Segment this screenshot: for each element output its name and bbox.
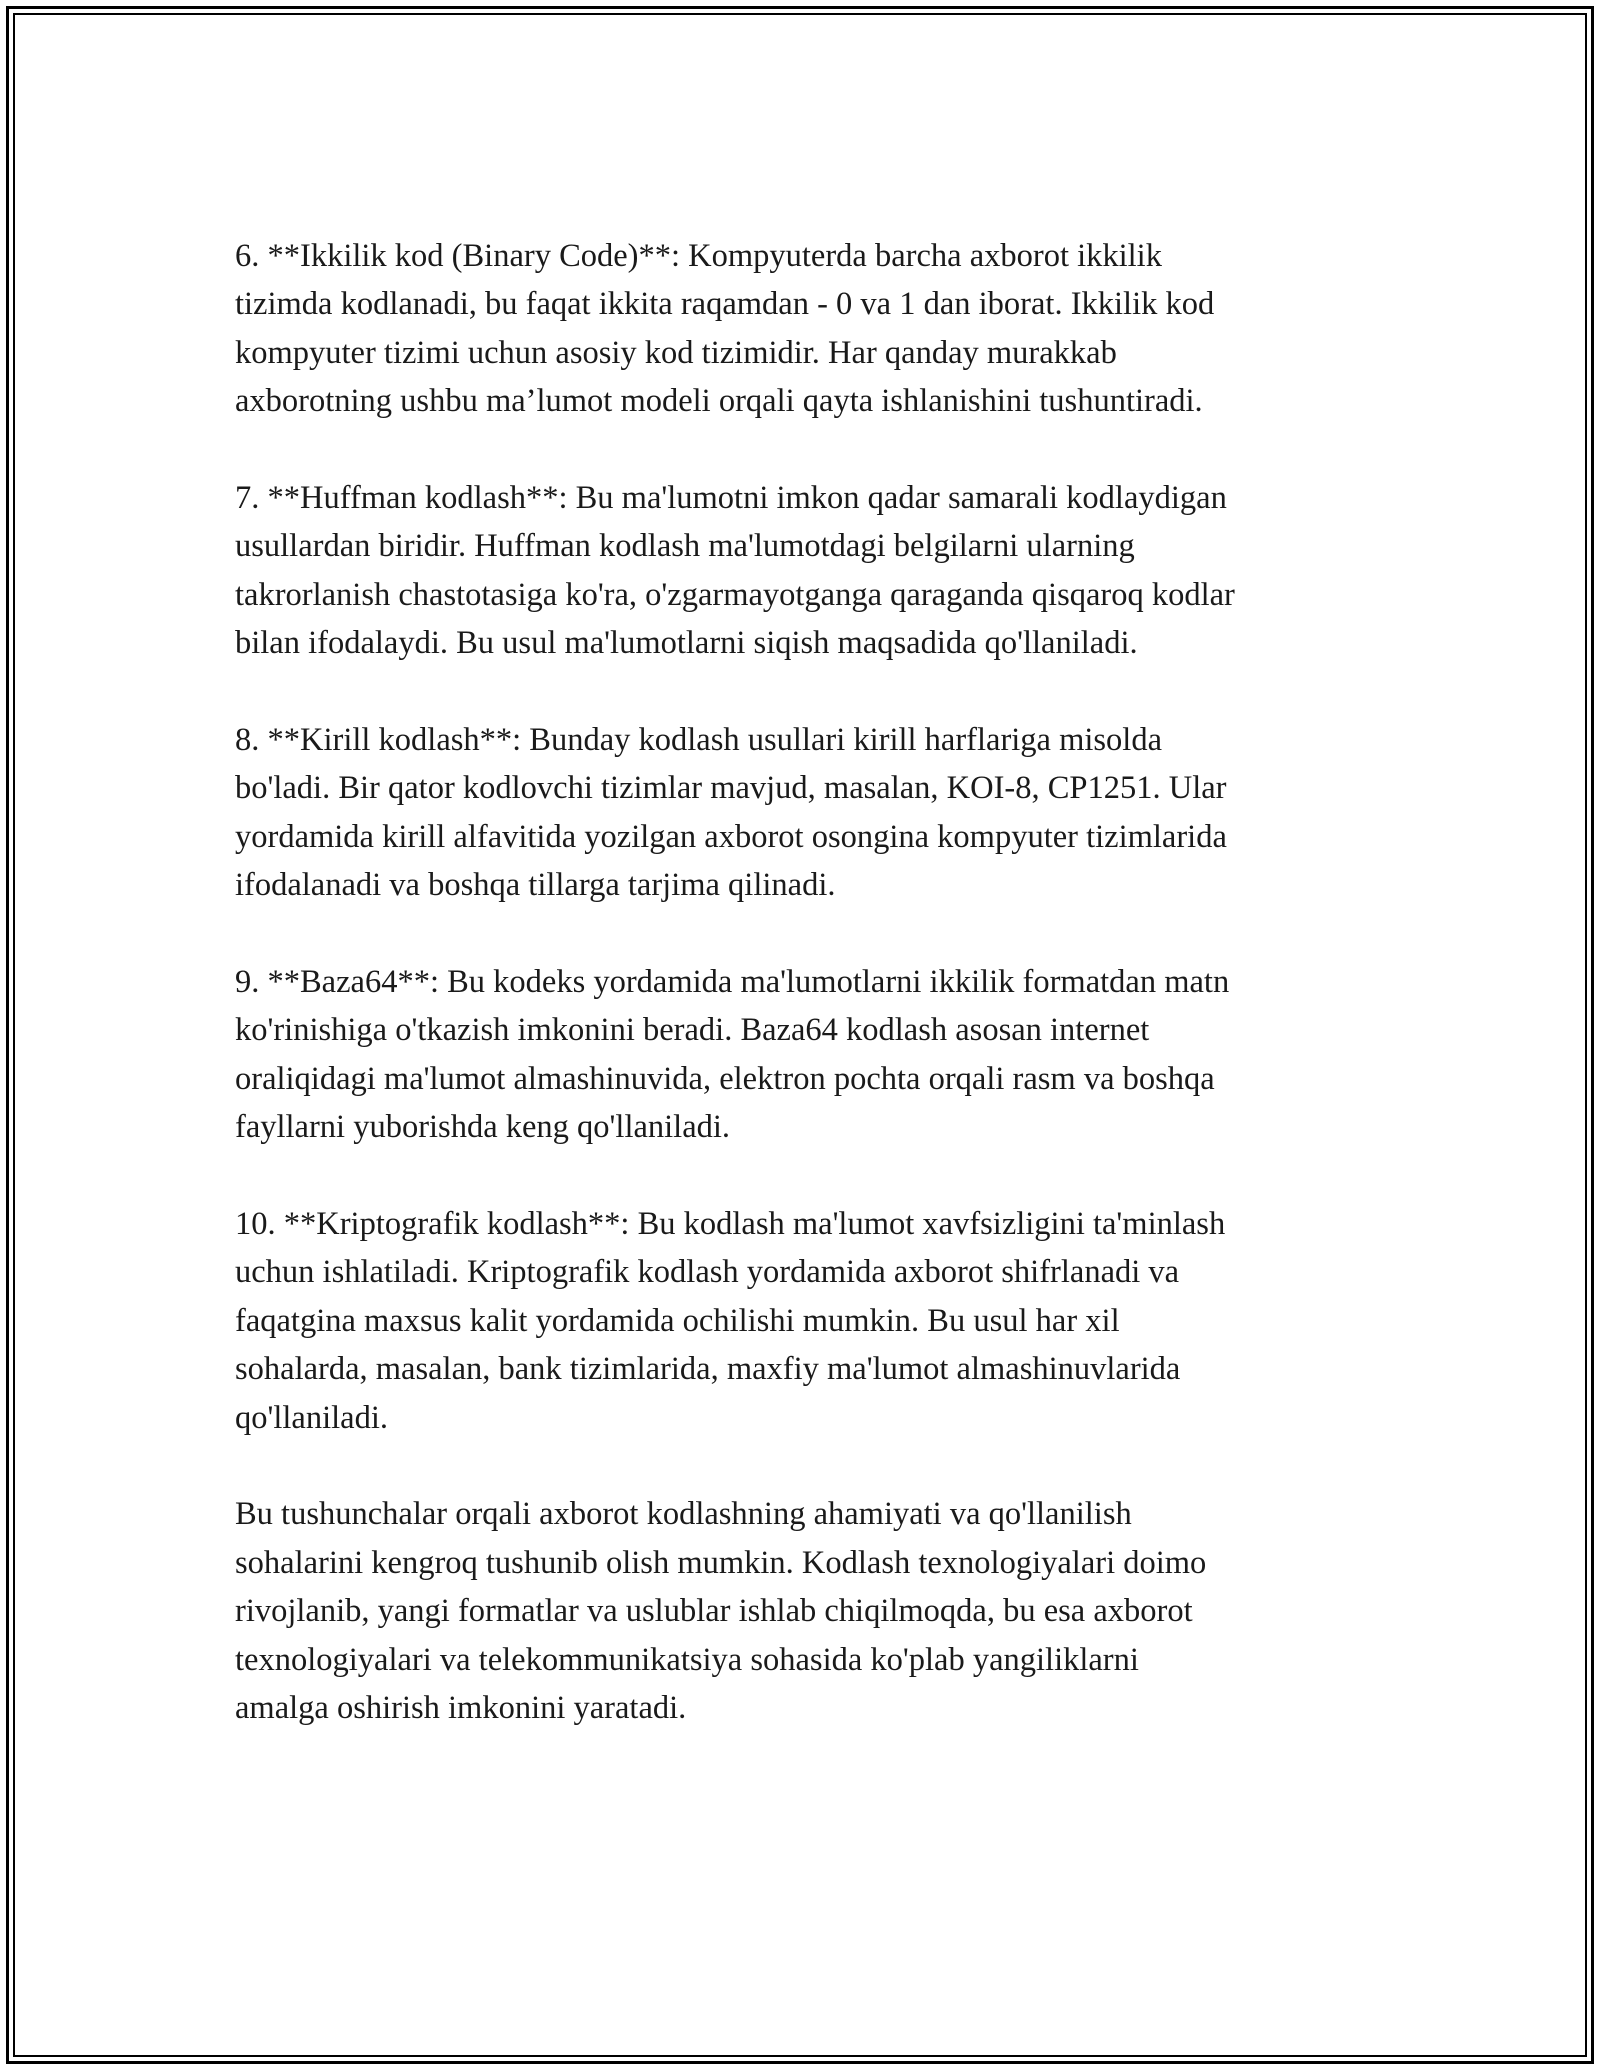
paragraph-binary-code xyxy=(235,232,1365,426)
text-line: amalga oshirish imkonini yaratadi. xyxy=(235,1690,687,1727)
paragraph-cyrillic xyxy=(235,716,1365,910)
text-line: fayllarni yuborishda keng qo'llaniladi. xyxy=(235,1109,731,1146)
text-line: 9. **Baza64**: Bu kodeks yordamida ma'lumotlarni ikkilik formatdan matn xyxy=(235,964,1230,1001)
text-line: sohalarini kengroq tushunib olish mumkin. Kodlash texnologiyalari doimo xyxy=(235,1544,1207,1581)
text-line: uchun ishlatiladi. Kriptografik kodlash yordamida axborot shifrlanadi va xyxy=(235,1254,1180,1291)
text-line: tizimda kodlanadi, bu faqat ikkita raqamdan - 0 va 1 dan iborat. Ikkilik kod xyxy=(235,286,1215,323)
paragraph-base64 xyxy=(235,958,1365,1152)
text-line: texnologiyalari va telekommunikatsiya sohasida ko'plab yangiliklarni xyxy=(235,1641,1139,1678)
paragraph-conclusion xyxy=(235,1490,1365,1732)
text-line: 8. **Kirill kodlash**: Bunday kodlash usullari kirill harflariga misolda xyxy=(235,722,1163,759)
paragraph-huffman xyxy=(235,474,1365,668)
text-line: axborotning ushbu ma’lumot modeli orqali qayta ishlanishini tushuntiradi. xyxy=(235,383,1203,420)
text-line: sohalarda, masalan, bank tizimlarida, maxfiy ma'lumot almashinuvlarida xyxy=(235,1351,1181,1388)
paragraph-cryptographic xyxy=(235,1200,1365,1442)
text-line: qo'llaniladi. xyxy=(235,1399,388,1436)
text-line: bo'ladi. Bir qator kodlovchi tizimlar mavjud, masalan, KOI-8, CP1251. Ular xyxy=(235,770,1227,807)
document-body xyxy=(235,232,1365,1781)
text-line: 6. **Ikkilik kod (Binary Code)**: Kompyuterda barcha axborot ikkilik xyxy=(235,238,1162,274)
text-line: ko'rinishiga o'tkazish imkonini beradi. Baza64 kodlash asosan internet xyxy=(235,1012,1150,1049)
text-line: 10. **Kriptografik kodlash**: Bu kodlash ma'lumot xavfsizligini ta'minlash xyxy=(235,1206,1226,1243)
text-line: yordamida kirill alfavitida yozilgan axborot osongina kompyuter tizimlarida xyxy=(235,818,1227,855)
text-line: bilan ifodalaydi. Bu usul ma'lumotlarni siqish maqsadida qo'llaniladi. xyxy=(235,625,1138,662)
text-line: rivojlanib, yangi formatlar va uslublar ishlab chiqilmoqda, bu esa axborot xyxy=(235,1593,1193,1630)
text-line: 7. **Huffman kodlash**: Bu ma'lumotni imkon qadar samarali kodlaydigan xyxy=(235,480,1227,517)
text-line: kompyuter tizimi uchun asosiy kod tizimidir. Har qanday murakkab xyxy=(235,334,1117,371)
text-line: usullardan biridir. Huffman kodlash ma'lumotdagi belgilarni ularning xyxy=(235,528,1135,565)
text-line: ifodalanadi va boshqa tillarga tarjima qilinadi. xyxy=(235,867,836,904)
text-line: takrorlanish chastotasiga ko'ra, o'zgarmayotganga qaraganda qisqaroq kodlar xyxy=(235,576,1235,613)
text-line: Bu tushunchalar orqali axborot kodlashning ahamiyati va qo'llanilish xyxy=(235,1496,1132,1533)
text-line: oraliqidagi ma'lumot almashinuvida, elektron pochta orqali rasm va boshqa xyxy=(235,1060,1215,1097)
text-line: faqatgina maxsus kalit yordamida ochilishi mumkin. Bu usul har xil xyxy=(235,1302,1120,1339)
